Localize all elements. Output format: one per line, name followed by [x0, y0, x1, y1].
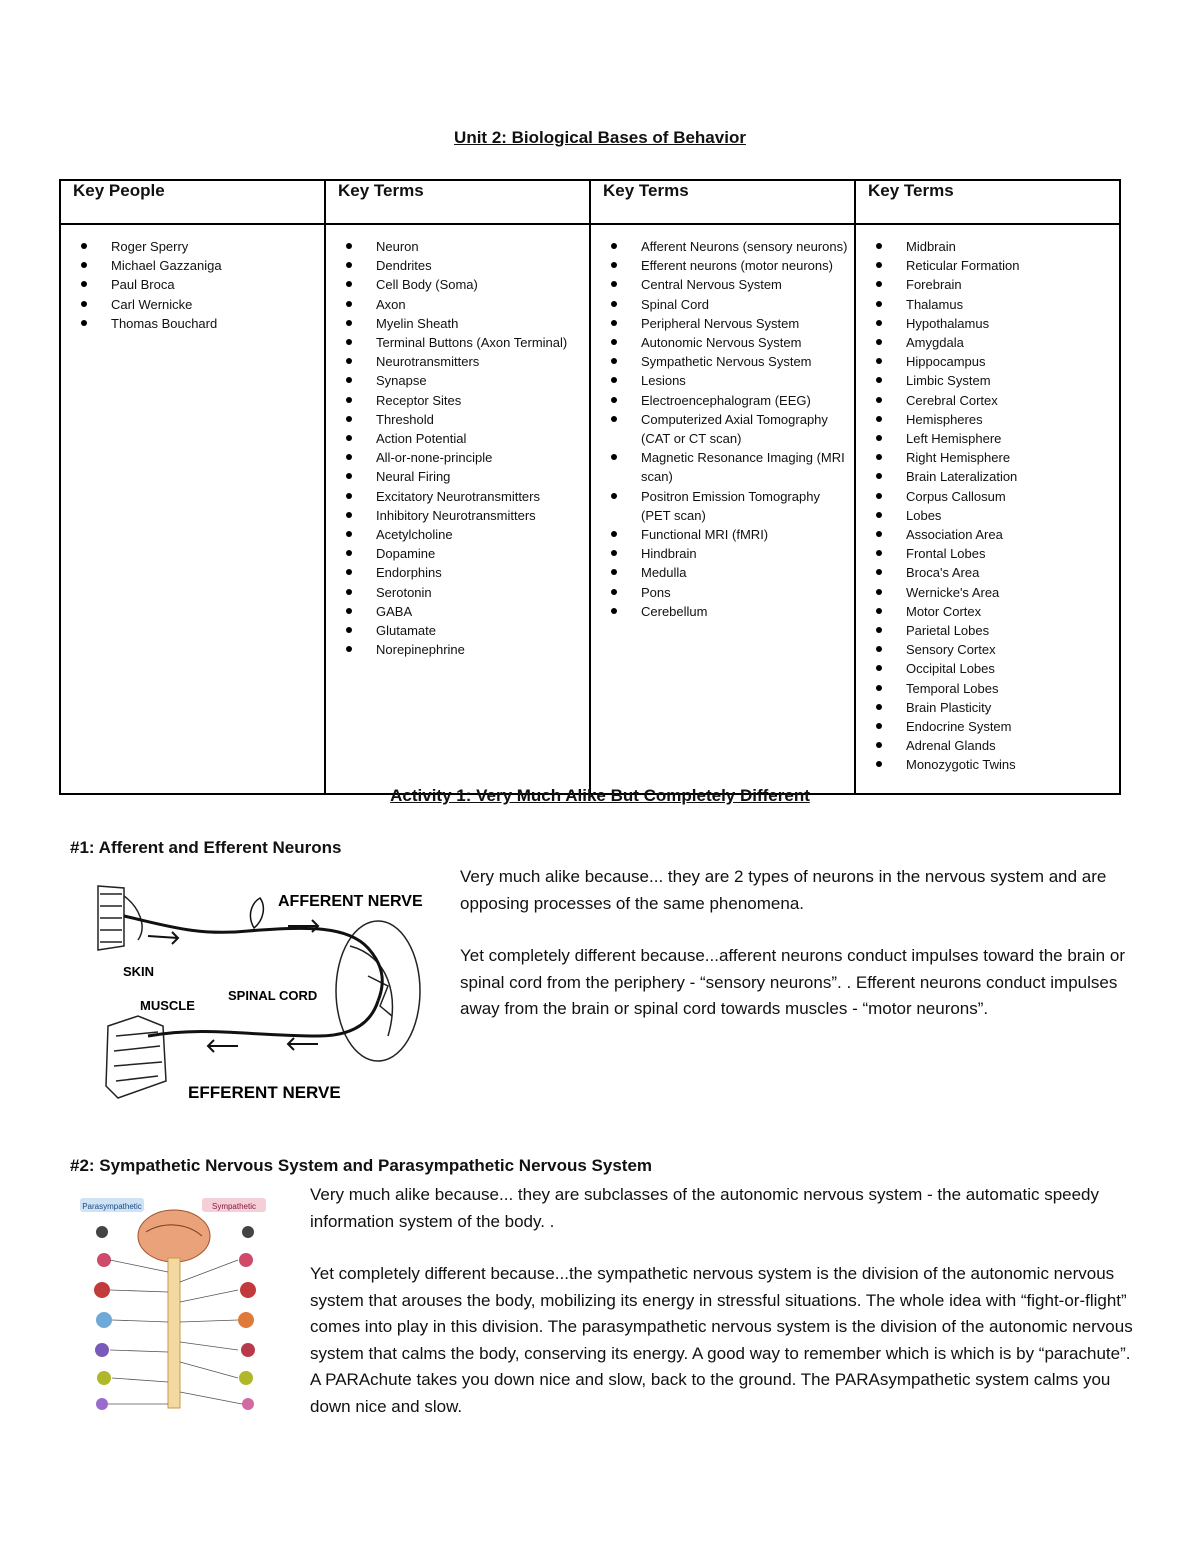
afferent-efferent-diagram: [88, 876, 424, 1108]
list-item: Carl Wernicke: [111, 295, 318, 314]
list-item: Endorphins: [376, 563, 583, 582]
list-item: Synapse: [376, 371, 583, 390]
list-item: Terminal Buttons (Axon Terminal): [376, 333, 583, 352]
autonomic-nervous-system-diagram: [62, 1192, 292, 1432]
column-key-terms-3: [855, 224, 1120, 794]
list-item: Inhibitory Neurotransmitters: [376, 506, 583, 525]
list-item: Amygdala: [906, 333, 1113, 352]
muscle-illustration: [106, 1016, 166, 1098]
list-item: Michael Gazzaniga: [111, 256, 318, 275]
list-item: Right Hemisphere: [906, 448, 1113, 467]
list-item: Frontal Lobes: [906, 544, 1113, 563]
list-item: Association Area: [906, 525, 1113, 544]
key-terms-list-1: [330, 237, 583, 659]
list-item: Thalamus: [906, 295, 1113, 314]
list-item: Serotonin: [376, 583, 583, 602]
list-item: Magnetic Resonance Imaging (MRI scan): [641, 448, 848, 486]
list-item: Adrenal Glands: [906, 736, 1113, 755]
list-item: Pons: [641, 583, 848, 602]
list-item: Forebrain: [906, 275, 1113, 294]
list-item: Peripheral Nervous System: [641, 314, 848, 333]
list-item: Myelin Sheath: [376, 314, 583, 333]
activity-title: Activity 1: Very Much Alike But Completely Different: [390, 786, 810, 805]
key-terms-list-3: [860, 237, 1113, 775]
receptor-icon: [250, 898, 263, 928]
list-item: Computerized Axial Tomography (CAT or CT scan): [641, 410, 848, 448]
item2-alike-text: Very much alike because... they are subclasses of the autonomic nervous system - the automatic speedy information system of the body. .: [310, 1185, 1100, 1231]
caption-area: [66, 1414, 288, 1430]
list-item: Wernicke's Area: [906, 583, 1113, 602]
key-terms-table: [59, 179, 1121, 795]
list-item: Glutamate: [376, 621, 583, 640]
list-item: Hemispheres: [906, 410, 1113, 429]
list-item: Sensory Cortex: [906, 640, 1113, 659]
item2-different-text: Yet completely different because...the sympathetic nervous system is the division of the autonomic nervous system that arouses the body, mobilizing its energy in stressful situations. The whole idea with “fight-or-flight” comes into play in this division. The parasympathetic nervous system is the division of the autonomic nervous system that calms the body, conserving its energy. A good way to remember which is which is by “parachute”. A PARAchute takes you down nice and slow, back to the ground. The PARAsympathetic system calms you down nice and slow.: [310, 1264, 1133, 1416]
page-title: Unit 2: Biological Bases of Behavior: [454, 128, 746, 147]
list-item: GABA: [376, 602, 583, 621]
label-muscle: MUSCLE: [140, 998, 195, 1013]
item1-different-text: Yet completely different because...afferent neurons conduct impulses toward the brain or spinal cord from the periphery - “sensory neurons”. . Efferent neurons conduct impulses away from the brain or spinal cord towards muscles - “motor neurons”.: [460, 946, 1125, 1018]
label-afferent-nerve: AFFERENT NERVE: [278, 893, 423, 910]
list-item: Afferent Neurons (sensory neurons): [641, 237, 848, 256]
list-item: Receptor Sites: [376, 391, 583, 410]
list-item: Occipital Lobes: [906, 659, 1113, 678]
list-item: Hippocampus: [906, 352, 1113, 371]
header-key-terms-1: Key Terms: [325, 180, 590, 224]
list-item: Endocrine System: [906, 717, 1113, 736]
section-2-heading: #2: Sympathetic Nervous System and Parasympathetic Nervous System: [70, 1156, 653, 1175]
label-spinal-cord: SPINAL CORD: [228, 988, 318, 1003]
list-item: Hypothalamus: [906, 314, 1113, 333]
list-item: Broca's Area: [906, 563, 1113, 582]
list-item: All-or-none-principle: [376, 448, 583, 467]
item1-alike-text: Very much alike because... they are 2 types of neurons in the nervous system and are opposing processes of the same phenomena.: [460, 867, 1107, 913]
list-item: Thomas Bouchard: [111, 314, 318, 333]
section-1-heading: #1: Afferent and Efferent Neurons: [70, 838, 342, 857]
column-key-terms-1: [325, 224, 590, 794]
list-item: Parietal Lobes: [906, 621, 1113, 640]
list-item: Neural Firing: [376, 467, 583, 486]
column-key-terms-2: [590, 224, 855, 794]
list-item: Cell Body (Soma): [376, 275, 583, 294]
list-item: Limbic System: [906, 371, 1113, 390]
list-item: Functional MRI (fMRI): [641, 525, 848, 544]
list-item: Sympathetic Nervous System: [641, 352, 848, 371]
list-item: Corpus Callosum: [906, 487, 1113, 506]
list-item: Excitatory Neurotransmitters: [376, 487, 583, 506]
list-item: Lobes: [906, 506, 1113, 525]
list-item: Hindbrain: [641, 544, 848, 563]
list-item: Motor Cortex: [906, 602, 1113, 621]
header-key-terms-2: Key Terms: [590, 180, 855, 224]
list-item: Medulla: [641, 563, 848, 582]
list-item: Autonomic Nervous System: [641, 333, 848, 352]
list-item: Midbrain: [906, 237, 1113, 256]
label-skin: SKIN: [123, 964, 155, 979]
brain-icon: [138, 1210, 210, 1262]
list-item: Efferent neurons (motor neurons): [641, 256, 848, 275]
list-item: Dendrites: [376, 256, 583, 275]
sympathetic-label: Sympathetic: [211, 1202, 257, 1211]
list-item: Cerebral Cortex: [906, 391, 1113, 410]
table-body-row: [60, 224, 1120, 794]
label-efferent-nerve: EFFERENT NERVE: [188, 1083, 341, 1102]
list-item: Neuron: [376, 237, 583, 256]
key-terms-list-2: [595, 237, 848, 621]
list-item: Brain Lateralization: [906, 467, 1113, 486]
list-item: Acetylcholine: [376, 525, 583, 544]
list-item: Electroencephalogram (EEG): [641, 391, 848, 410]
list-item: Paul Broca: [111, 275, 318, 294]
list-item: Left Hemisphere: [906, 429, 1113, 448]
spinal-cord-icon: [168, 1258, 180, 1408]
list-item: Temporal Lobes: [906, 679, 1113, 698]
list-item: Positron Emission Tomography (PET scan): [641, 487, 848, 525]
column-key-people: [60, 224, 325, 794]
header-key-people: Key People: [60, 180, 325, 224]
list-item: Threshold: [376, 410, 583, 429]
list-item: Reticular Formation: [906, 256, 1113, 275]
list-item: Lesions: [641, 371, 848, 390]
list-item: Brain Plasticity: [906, 698, 1113, 717]
list-item: Action Potential: [376, 429, 583, 448]
header-key-terms-3: Key Terms: [855, 180, 1120, 224]
parasympathetic-label: Parasympathetic: [82, 1202, 142, 1211]
list-item: Dopamine: [376, 544, 583, 563]
list-item: Roger Sperry: [111, 237, 318, 256]
list-item: Monozygotic Twins: [906, 755, 1113, 774]
list-item: Norepinephrine: [376, 640, 583, 659]
list-item: Axon: [376, 295, 583, 314]
spinal-cord-illustration: [336, 921, 420, 1061]
list-item: Central Nervous System: [641, 275, 848, 294]
list-item: Spinal Cord: [641, 295, 848, 314]
list-item: Cerebellum: [641, 602, 848, 621]
key-people-list: [65, 237, 318, 333]
list-item: Neurotransmitters: [376, 352, 583, 371]
table-header-row: [60, 180, 1120, 224]
